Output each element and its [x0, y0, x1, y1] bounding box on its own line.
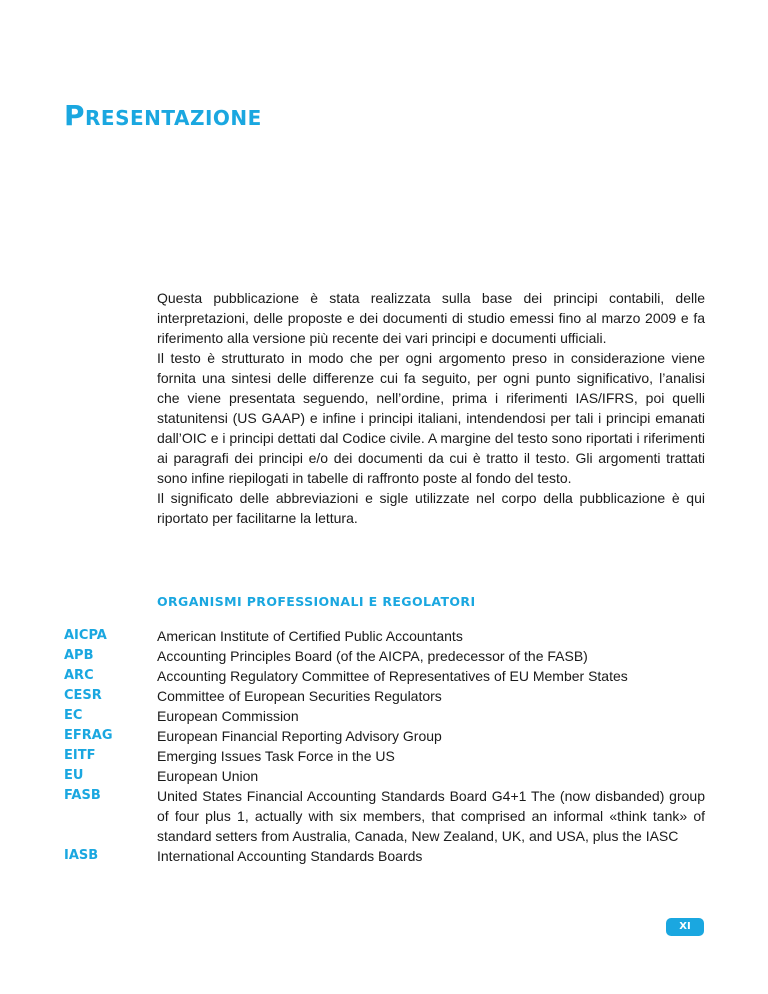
glossary-entry	[64, 626, 705, 646]
intro-paragraph: Il testo è strutturato in modo che per ogni argomento preso in considerazione viene fornita una sintesi delle differenze cui fa seguito, per ogni punto significativo, l’analisi che viene presentata seguendo, nell’ordine, prima i riferimenti IAS/IFRS, poi quelli statunitensi (US GAAP) e infine i principi italiani, intendendosi per tali i principi emanati dall’OIC e i principi dettati dal Codice civile. A margine del testo sono riportati i riferimenti ai paragrafi dei principi e/o dei documenti da cui è tratto il testo. Gli argomenti trattati sono infine riepilogati in tabelle di raffronto poste al fondo del testo.	[157, 350, 705, 486]
section-heading: ORGANISMI PROFESSIONALI E REGOLATORI	[157, 594, 476, 609]
glossary-abbreviation: AICPA	[64, 628, 107, 643]
glossary-entry	[64, 666, 705, 686]
glossary-abbreviation: EFRAG	[64, 728, 113, 743]
glossary-definition: United States Financial Accounting Standards Board G4+1 The (now disbanded) group of four plus 1, actually with six members, that comprised an informal «think tank» of standard setters from Australia, Canada, New Zealand, UK, and USA, plus the IASC	[157, 788, 705, 844]
glossary-abbreviation: EC	[64, 708, 83, 723]
glossary-definition: International Accounting Standards Boards	[157, 848, 423, 864]
intro-text	[157, 288, 705, 528]
glossary-entry	[64, 706, 705, 726]
glossary-definition: European Union	[157, 768, 259, 784]
intro-paragraph: Questa pubblicazione è stata realizzata sulla base dei principi contabili, delle interpretazioni, delle proposte e dei documenti di studio emessi fino al marzo 2009 e fa riferimento alla versione più recente dei vari principi e documenti ufficiali.	[157, 290, 705, 346]
glossary-definition: Accounting Principles Board (of the AICPA, predecessor of the FASB)	[157, 648, 588, 664]
glossary-entry	[64, 786, 705, 846]
glossary-abbreviation: EITF	[64, 748, 96, 763]
glossary-abbreviation: EU	[64, 768, 84, 783]
glossary-entry	[64, 746, 705, 766]
page-number-badge: XI	[666, 918, 704, 936]
glossary-abbreviation: ARC	[64, 668, 94, 683]
glossary-entry	[64, 646, 705, 666]
glossary-definition: Emerging Issues Task Force in the US	[157, 748, 395, 764]
glossary-definition: European Financial Reporting Advisory Group	[157, 728, 442, 744]
glossary-definition: Accounting Regulatory Committee of Representatives of EU Member States	[157, 668, 628, 684]
glossary-abbreviation: CESR	[64, 688, 102, 703]
glossary-entry	[64, 766, 705, 786]
glossary-entry	[64, 726, 705, 746]
page-title: Presentazione	[64, 98, 262, 132]
glossary-entry	[64, 686, 705, 706]
glossary-abbreviation: IASB	[64, 848, 99, 863]
glossary-definition: European Commission	[157, 708, 299, 724]
glossary-definition: American Institute of Certified Public Accountants	[157, 628, 463, 644]
glossary-definition: Committee of European Securities Regulators	[157, 688, 442, 704]
glossary-abbreviation: APB	[64, 648, 94, 663]
intro-paragraph: Il significato delle abbreviazioni e sigle utilizzate nel corpo della pubblicazione è qui riportato per facilitarne la lettura.	[157, 490, 705, 526]
glossary-abbreviation: FASB	[64, 788, 101, 803]
glossary-list	[64, 626, 705, 866]
glossary-entry	[64, 846, 705, 866]
